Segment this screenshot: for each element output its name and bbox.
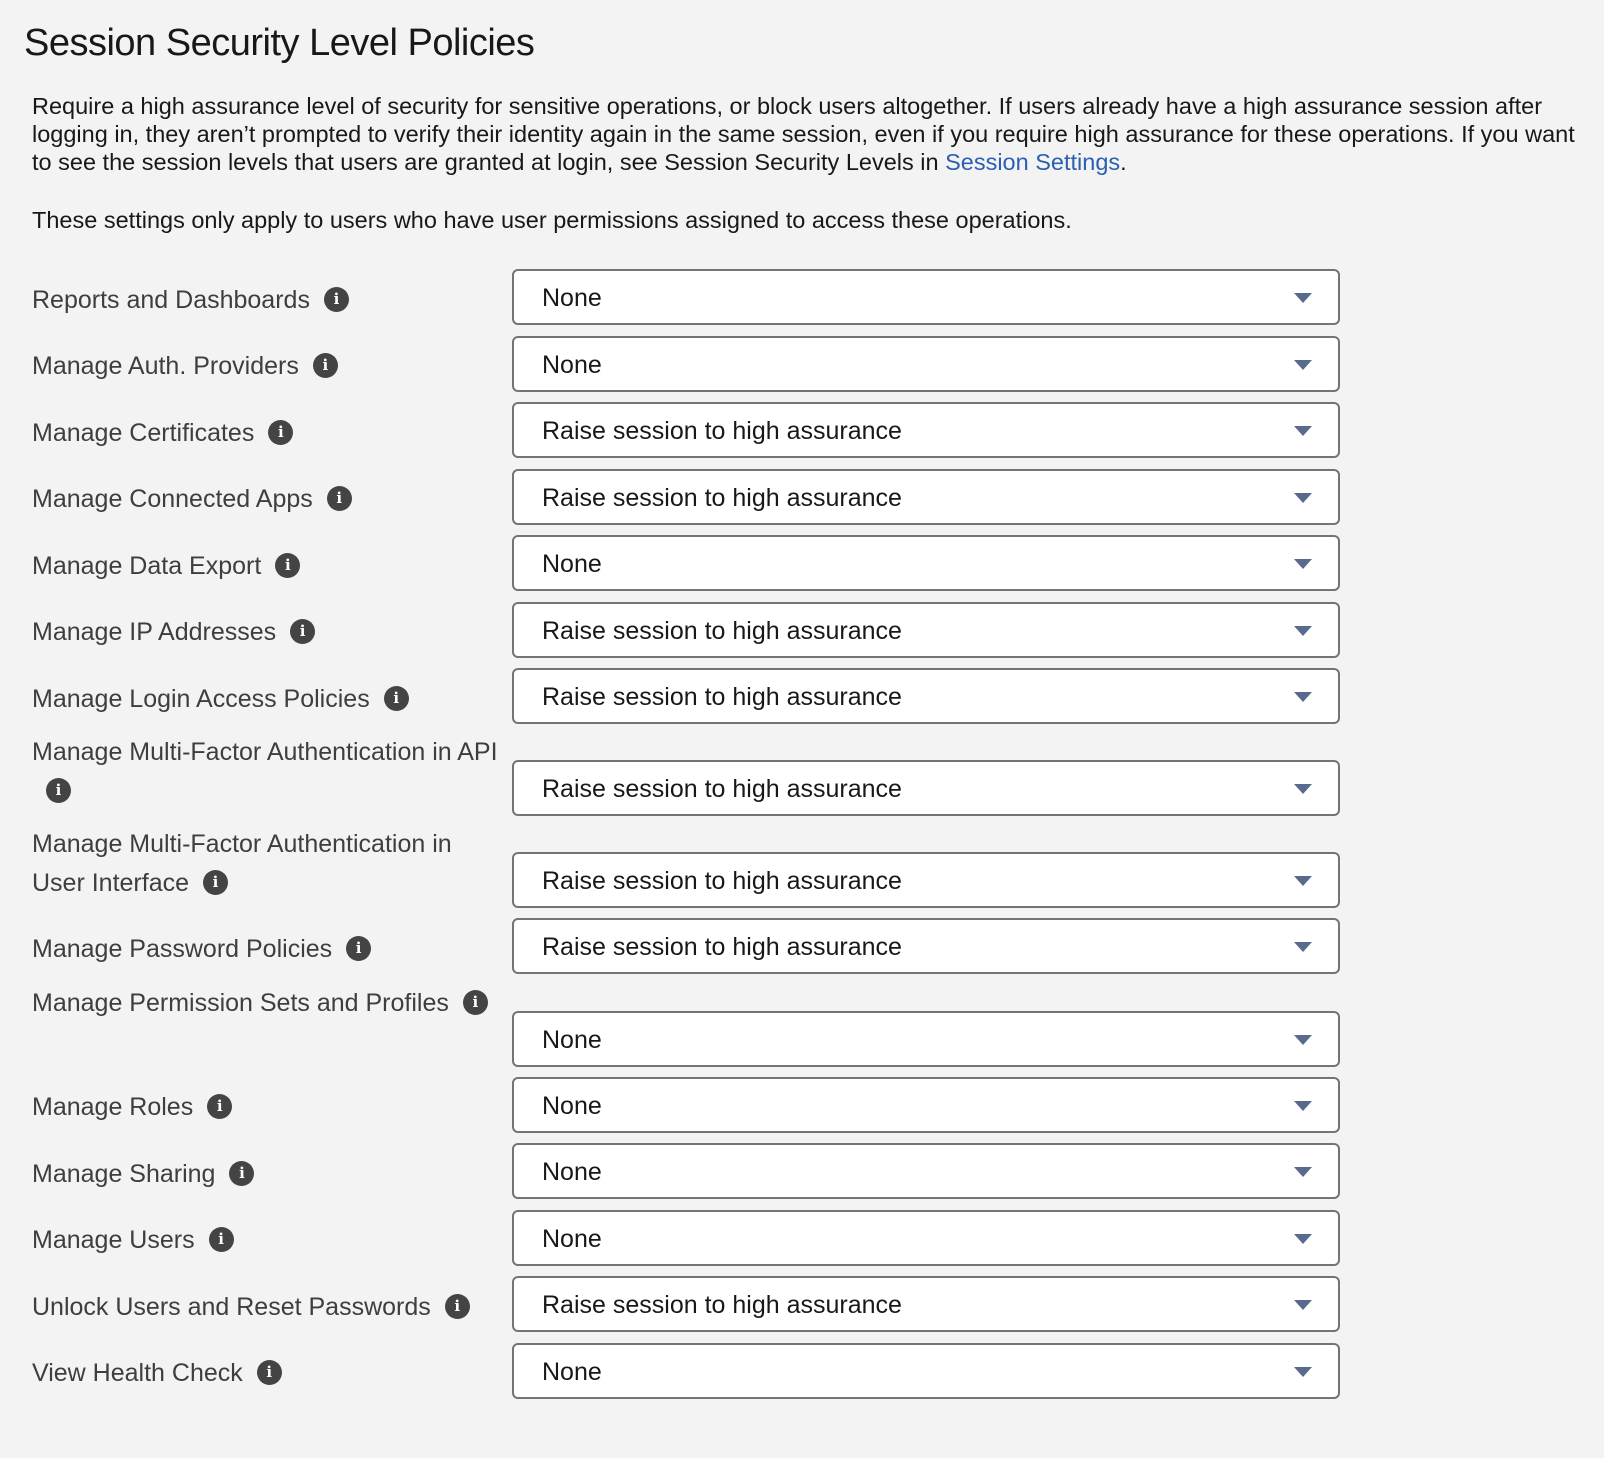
chevron-down-icon: [1294, 1367, 1312, 1377]
policy-select[interactable]: [512, 1210, 1340, 1266]
policy-select-value: Raise session to high assurance: [542, 867, 902, 895]
policy-select[interactable]: [512, 1011, 1340, 1067]
chevron-down-icon: [1294, 1234, 1312, 1244]
policy-select[interactable]: [512, 852, 1340, 908]
chevron-down-icon: [1294, 426, 1312, 436]
policy-label: [32, 984, 502, 1023]
info-icon[interactable]: i: [327, 486, 352, 511]
chevron-down-icon: [1294, 1300, 1312, 1310]
chevron-down-icon: [1294, 692, 1312, 702]
chevron-down-icon: [1294, 293, 1312, 303]
policy-label-text: Manage Multi-Factor Authentication in API: [32, 738, 498, 766]
info-icon[interactable]: i: [346, 936, 371, 961]
policy-label-text: Manage Certificates: [32, 419, 255, 447]
info-icon[interactable]: i: [268, 420, 293, 445]
policy-label: [32, 1088, 502, 1127]
policy-select-value: None: [542, 351, 602, 379]
policy-label: [32, 347, 502, 386]
policy-select[interactable]: [512, 918, 1340, 974]
description-text: Require a high assurance level of security for sensitive operations, or block users altogether. If users already have a high assurance session after logging in, they aren’t prompted to verify their identity again in the same session, even if you require high assurance for these operations. If you want to see the session levels that users are granted at login, see Session Security Levels in: [32, 93, 1575, 175]
info-icon[interactable]: i: [445, 1294, 470, 1319]
policy-select-value: None: [542, 284, 602, 312]
policy-select-value: None: [542, 1225, 602, 1253]
policy-label-text: Manage IP Addresses: [32, 618, 277, 646]
policy-label-text: Manage Auth. Providers: [32, 352, 299, 380]
info-icon[interactable]: i: [207, 1094, 232, 1119]
policy-select[interactable]: [512, 469, 1340, 525]
policy-select[interactable]: [512, 402, 1340, 458]
policy-select-value: None: [542, 1092, 602, 1120]
policy-label-text: Reports and Dashboards: [32, 286, 310, 314]
chevron-down-icon: [1294, 1167, 1312, 1177]
policy-select-value: None: [542, 550, 602, 578]
policy-label-text: Unlock Users and Reset Passwords: [32, 1293, 431, 1321]
policy-label: [32, 480, 502, 519]
policy-select[interactable]: [512, 760, 1340, 816]
info-icon[interactable]: i: [463, 990, 488, 1015]
chevron-down-icon: [1294, 876, 1312, 886]
policy-label-text: Manage Multi-Factor Authentication in User Interface: [32, 830, 452, 897]
description-end: .: [1120, 149, 1127, 175]
policy-label: [32, 281, 502, 320]
info-icon[interactable]: i: [257, 1360, 282, 1385]
page-description: [32, 92, 1592, 176]
info-icon[interactable]: i: [384, 686, 409, 711]
policy-label: [32, 1288, 502, 1327]
chevron-down-icon: [1294, 1101, 1312, 1111]
policy-label: [32, 1354, 502, 1393]
policy-label-text: View Health Check: [32, 1359, 243, 1387]
policy-select-value: None: [542, 1358, 602, 1386]
policy-label-text: Manage Roles: [32, 1093, 194, 1121]
policy-select-value: Raise session to high assurance: [542, 417, 902, 445]
policy-label: [32, 547, 502, 586]
policy-label-text: Manage Connected Apps: [32, 485, 313, 513]
policy-select[interactable]: [512, 668, 1340, 724]
page-title: Session Security Level Policies: [24, 22, 535, 64]
policy-label-text: Manage Login Access Policies: [32, 685, 370, 713]
info-icon[interactable]: i: [46, 778, 71, 803]
chevron-down-icon: [1294, 626, 1312, 636]
policy-select[interactable]: [512, 269, 1340, 325]
policy-label-text: Manage Password Policies: [32, 935, 333, 963]
policy-select[interactable]: [512, 1143, 1340, 1199]
policy-label-text: Manage Permission Sets and Profiles: [32, 989, 449, 1017]
policy-select[interactable]: [512, 1343, 1340, 1399]
page-note: These settings only apply to users who have user permissions assigned to access these operations.: [32, 207, 1072, 233]
policy-label: [32, 733, 502, 811]
chevron-down-icon: [1294, 942, 1312, 952]
policy-label: [32, 680, 502, 719]
policy-select[interactable]: [512, 535, 1340, 591]
policy-label: [32, 414, 502, 453]
policy-select[interactable]: [512, 1077, 1340, 1133]
policy-label: [32, 1221, 502, 1260]
chevron-down-icon: [1294, 559, 1312, 569]
policy-label: [32, 613, 502, 652]
policy-select-value: Raise session to high assurance: [542, 933, 902, 961]
policy-label-text: Manage Users: [32, 1226, 195, 1254]
policy-select-value: Raise session to high assurance: [542, 683, 902, 711]
chevron-down-icon: [1294, 493, 1312, 503]
chevron-down-icon: [1294, 1035, 1312, 1045]
policy-select-value: None: [542, 1158, 602, 1186]
policy-label: [32, 825, 502, 903]
policy-select-value: Raise session to high assurance: [542, 484, 902, 512]
policy-select-value: None: [542, 1026, 602, 1054]
policy-label-text: Manage Sharing: [32, 1160, 216, 1188]
chevron-down-icon: [1294, 360, 1312, 370]
policy-label: [32, 930, 502, 969]
info-icon[interactable]: i: [275, 553, 300, 578]
policy-select[interactable]: [512, 602, 1340, 658]
policy-select[interactable]: [512, 336, 1340, 392]
policy-label: [32, 1155, 502, 1194]
info-icon[interactable]: i: [203, 870, 228, 895]
info-icon[interactable]: i: [209, 1227, 234, 1252]
policy-select-value: Raise session to high assurance: [542, 1291, 902, 1319]
info-icon[interactable]: i: [290, 619, 315, 644]
session-settings-link[interactable]: Session Settings: [945, 149, 1121, 175]
policy-select-value: Raise session to high assurance: [542, 617, 902, 645]
policy-select[interactable]: [512, 1276, 1340, 1332]
info-icon[interactable]: i: [229, 1161, 254, 1186]
policy-label-text: Manage Data Export: [32, 552, 262, 580]
info-icon[interactable]: i: [313, 353, 338, 378]
chevron-down-icon: [1294, 784, 1312, 794]
policy-select-value: Raise session to high assurance: [542, 775, 902, 803]
info-icon[interactable]: i: [324, 287, 349, 312]
